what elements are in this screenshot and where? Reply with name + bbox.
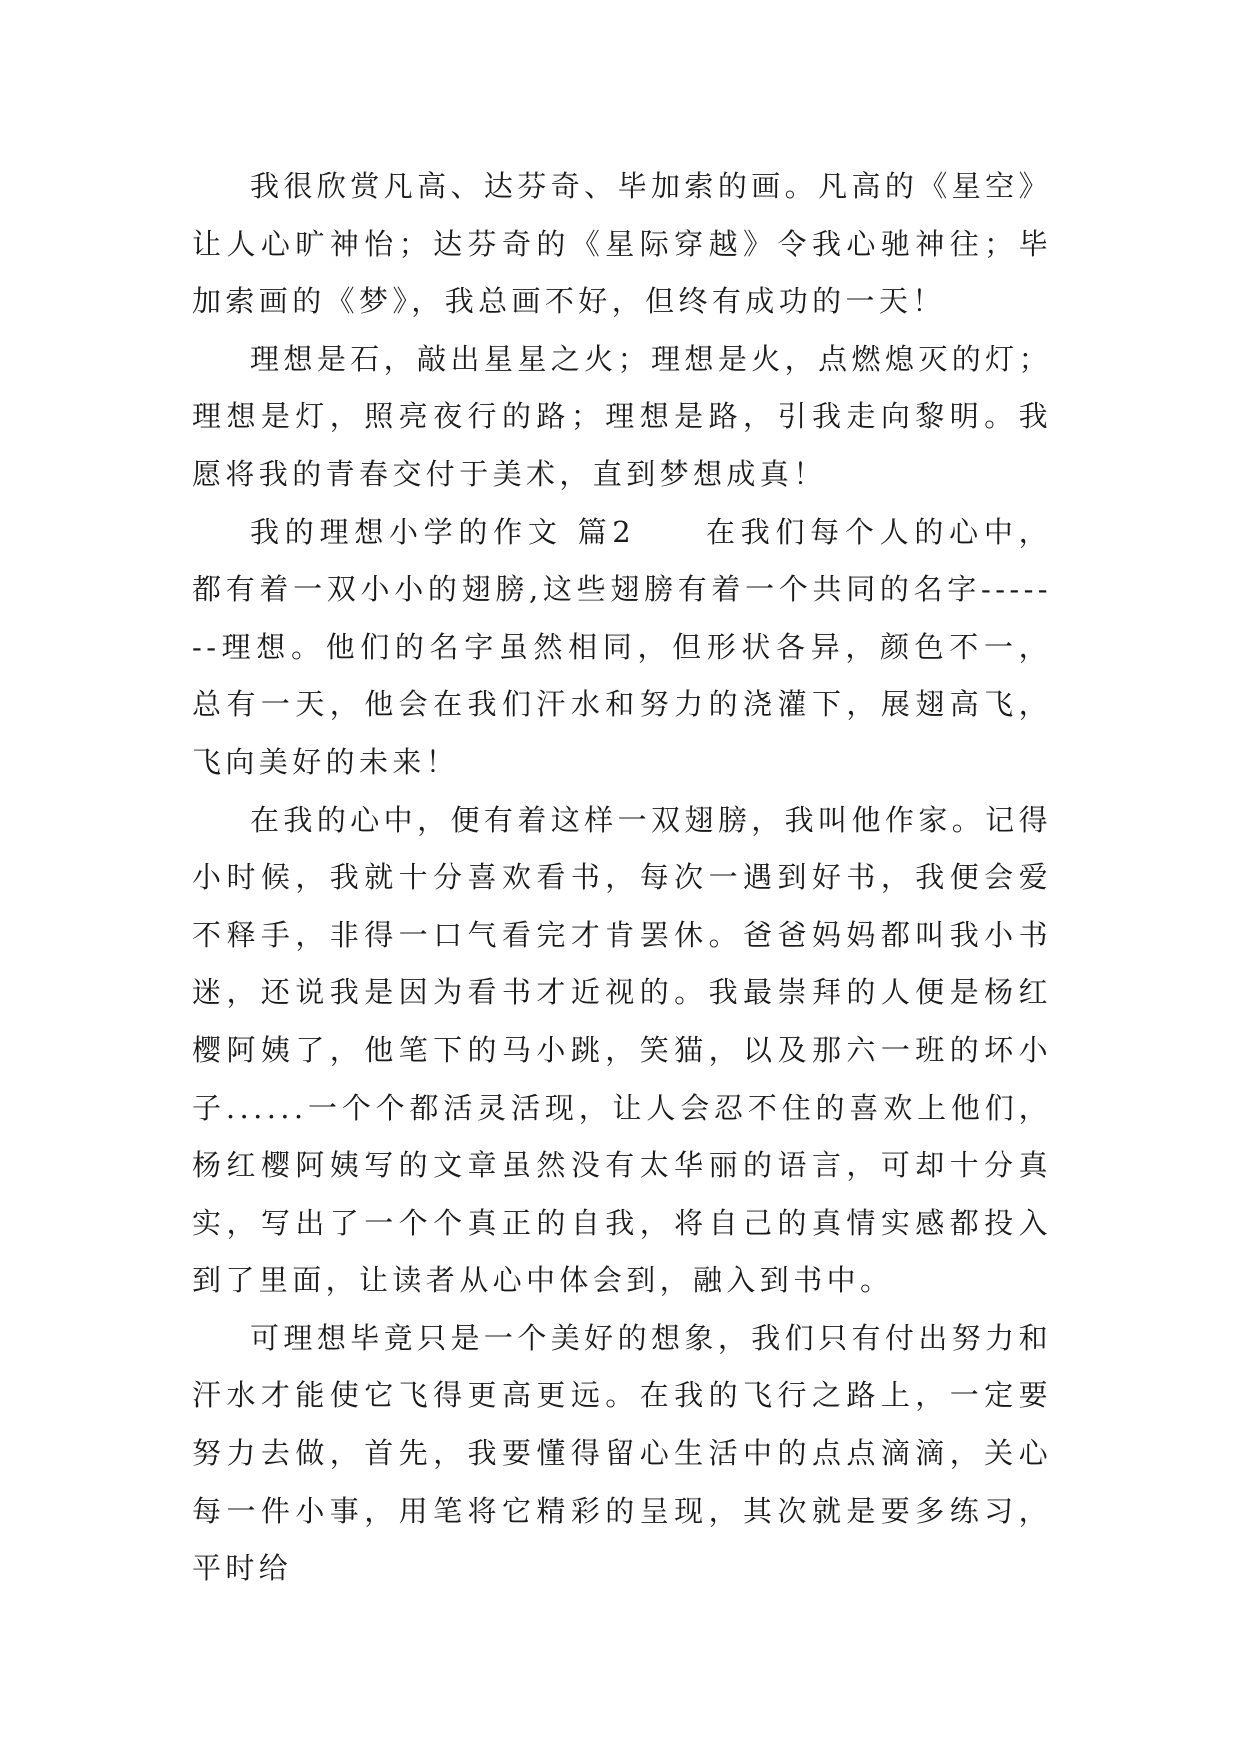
paragraph: 我很欣赏凡高、达芬奇、毕加索的画。凡高的《星空》让人心旷神怡；达芬奇的《星际穿越》令我心驰神往；毕加索画的《梦》，我总画不好，但终有成功的一天！ <box>192 169 1052 319</box>
document-body <box>192 158 1052 1598</box>
paragraph: 可理想毕竟只是一个美好的想象，我们只有付出努力和汗水才能使它飞得更高更远。在我的飞行之路上，一定要努力去做，首先，我要懂得留心生活中的点点滴滴，关心每一件小事，用笔将它精彩的呈现，其次就是要多练习，平时给 <box>192 1320 1052 1586</box>
paragraph: 我的理想小学的作文 篇2 在我们每个人的心中，都有着一双小小的翅膀,这些翅膀有着一个共同的名字-------理想。他们的名字虽然相同，但形状各异，颜色不一，总有一天，他会在我们汗水和努力的浇灌下，展翅高飞，飞向美好的未来！ <box>192 514 1052 779</box>
paragraph: 理想是石，敲出星星之火；理想是火，点燃熄灭的灯；理想是灯，照亮夜行的路；理想是路，引我走向黎明。我愿将我的青春交付于美术，直到梦想成真！ <box>192 341 1052 491</box>
paragraph: 在我的心中，便有着这样一双翅膀，我叫他作家。记得小时候，我就十分喜欢看书，每次一遇到好书，我便会爱不释手，非得一口气看完才肯罢休。爸爸妈妈都叫我小书迷，还说我是因为看书才近视的。我最崇拜的人便是杨红樱阿姨了，他笔下的马小跳，笑猫，以及那六一班的坏小子......一个个都活灵活现，让人会忍不住的喜欢上他们，杨红樱阿姨写的文章虽然没有太华丽的语言，可却十分真实，写出了一个个真正的自我，将自己的真情实感都投入到了里面，让读者从心中体会到，融入到书中。 <box>192 802 1052 1298</box>
